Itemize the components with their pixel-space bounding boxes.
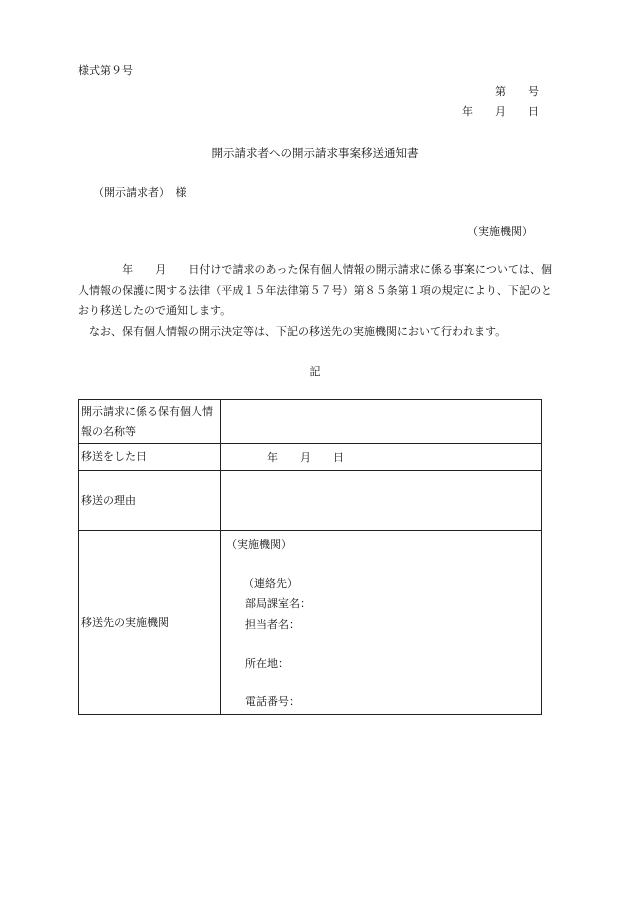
transfer-date-text: 年 月 日 [267, 451, 344, 464]
table-row-transfer-reason [79, 471, 542, 531]
info-name-label: 開示請求に係る保有個人情報の名称等 [79, 400, 221, 444]
ki-heading: 記 [309, 365, 321, 378]
dest-contact: （連絡先） [243, 577, 298, 590]
document-number-line: 第 号 [495, 85, 539, 98]
transfer-reason-label: 移送の理由 [79, 471, 221, 531]
table-row-info-name [79, 400, 542, 444]
table-row-destination-agency [79, 531, 542, 715]
info-table [78, 399, 542, 715]
body-text [78, 260, 552, 342]
dest-agency: （実施機関） [226, 538, 292, 551]
transfer-reason-value [221, 471, 542, 531]
form-number: 様式第９号 [78, 64, 133, 77]
table-row-transfer-date [79, 444, 542, 471]
info-name-value [221, 400, 542, 444]
addressee: （開示請求者） 様 [93, 186, 187, 199]
document-date-line: 年 月 日 [462, 105, 539, 118]
transfer-date-value [221, 444, 542, 471]
document-title: 開示請求者への開示請求事案移送通知書 [211, 146, 419, 160]
destination-agency-label: 移送先の実施機関 [79, 531, 221, 715]
dest-person: 担当者名： [245, 618, 300, 631]
transfer-date-label: 移送をした日 [79, 444, 221, 471]
dest-address: 所在地： [245, 657, 289, 670]
destination-details [221, 531, 541, 714]
dest-department: 部局課室名： [245, 597, 311, 610]
body-paragraph-2: なお、保有個人情報の開示決定等は、下記の移送先の実施機関において行われます。 [78, 324, 507, 338]
body-paragraph-1: 年 月 日付けで請求のあった保有個人情報の開示請求に係る事案については、個人情報の保護に関する法律（平成１５年法律第５７号）第８５条第１項の規定により、下記のとおり移送したので通知します。 [78, 263, 552, 317]
destination-agency-value [221, 531, 542, 715]
dest-phone: 電話番号： [245, 695, 300, 708]
issuing-agency: （実施機関） [467, 225, 533, 238]
